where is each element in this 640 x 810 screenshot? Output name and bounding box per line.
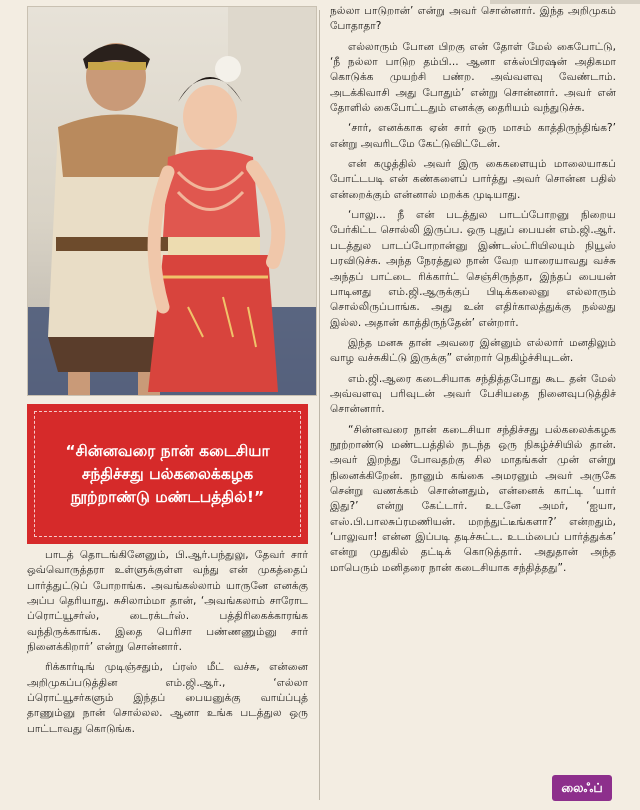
paragraph: ரிக்கார்டிங் முடிஞ்சதும், ப்ரஸ் மீட் வச்சு, என்னை அறிமுகப்படுத்தின எம்.ஜி.ஆர்., ‘எல்லா ப்ரொட்யூசர்களும் இந்தப் பையனுக்கு வாய்ப்புத் தாணும்னு நான் சொல்லல. ஆனா உங்க படத்துல ஒரு பாட்டாவது கொடுங்க. (27, 661, 308, 735)
paragraph: ‘பாலு... நீ என் படத்துல பாடப்போறனு நிறைய பேர்கிட்ட சொல்லி இருப்ப. ஒரு புதுப் பையன் எம்.ஜி.ஆர். படத்துல பாடப்போறான்னு இண்டஸ்ட்ரியிலயும் நியூஸ் பரவிடுச்சு. அந்த நேரத்துல நான் வேற யாரையாவது வச்சு அந்தப் பாட்டை ரிக்கார்ட் செஞ்சிருந்தா, இந்தப் பையன் பாடினது எம்.ஜி.ஆருக்குப் பிடிக்கலைனு எல்லாரும் சொல்லிருப்பாங்க. அது உன் எதிர்காலத்துக்கு நல்லது இல்ல. அதான் காத்திருந்தேன்’ என்றார். (330, 209, 616, 329)
photo-illustration (28, 7, 317, 396)
paragraph: எல்லாரும் போன பிறகு என் தோள் மேல் கைபோட்டு, ‘நீ நல்லா பாடுற தம்பி... ஆனா எக்ஸ்பிரஷன் அதிகமா கொடுக்க முயற்சி பண்ற. அவ்வளவு வேண்டாம். அடக்கிவாசி அது போதும்’ என்று சொன்னார். அவர் என் தோளில் கைபோட்டதும் எனக்கு தைரியம் வந்துடுச்சு. (330, 40, 616, 115)
paragraph: பாடத் தொடங்கினேனும், பி.ஆர்.பந்துலு, தேவர் சார் ஒவ்வொருத்தரா உள்ளுக்குள்ள வந்து என் முகத்தைப் பார்த்துட்டுப் போறாங்க. அவங்கல்லாம் யாருனே எனக்கு அப்ப தெரியாது. சுசிலாம்மா தான், ‘அவங்கலாம் சாரோட ப்ரொட்யூசர்ஸ், டைரக்டர்ஸ். பத்திரிகைக்காரங்க வந்திருக்காங்க. இதை பெரிசா பண்ணணும்னு சார் நினைக்கிறார்’ என்று சொன்னார். (27, 549, 308, 654)
paragraph: நல்லா பாடுறான்’ என்று அவர் சொன்னார். இந்த அறிமுகம் போதாதா? (330, 5, 616, 33)
paragraph: என் கழுத்தில் அவர் இரு கைகளையும் மாலையாகப் போட்டபடி என் கண்களைப் பார்த்து அவர் சொன்ன பதில் என்றைக்கும் என்னால் மறக்க முடியாது. (330, 158, 616, 201)
section-tag: லைஃப் (552, 775, 612, 801)
pull-quote-text: “சின்னவரை நான் கடைசியா சந்திச்சது பல்கலைக்கழக நூற்றாண்டு மண்டபத்தில்!” (34, 411, 301, 537)
film-still-photo (27, 6, 317, 396)
paragraph: இந்த மனசு தான் அவரை இன்னும் எல்லார் மனதிலும் வாழ வச்சுகிட்டு இருக்கு” என்றார் நெகிழ்ச்சியுடன். (330, 336, 616, 365)
paragraph: எம்.ஜி.ஆரை கடைசியாக சந்தித்தபோது கூட தன் மேல் அவ்வளவு பரிவுடன் அவர் பேசியதை நினைவுபடுத்திச் சொன்னார். (330, 372, 616, 416)
pull-quote-box (27, 404, 308, 544)
left-text-column (27, 548, 308, 742)
right-text-column (330, 4, 616, 581)
column-divider (319, 10, 320, 800)
paragraph: “சின்னவரை நான் கடைசியா சந்திச்சது பல்கலைக்கழக நூற்றாண்டு மண்டபத்தில் நடந்த ஒரு நிகழ்ச்சியில் தான். அவர் இறந்து போவதற்கு சில மாதங்கள் முன் என்று நினைக்கிறேன். நானும் கங்கை அமரனும் அவர் அருகே சென்று வணக்கம் சொன்னதும், என்னைக் காட்டி ‘யார் இது?’ என்று கேட்டார். உடனே அமர், ‘ஐயா, எஸ்.பி.பாலசுப்ரமணியன். மறந்துட்டீங்களா?’ என்றதும், ‘பாலுவா! என்ன இப்படி தடிச்சுட்ட. உடம்பைப் பார்த்துக்க’ என்று முதுகில் தட்டிக் கொடுத்தார். அதுதான் அந்த மாபெரும் மனிதரை நான் கடைசியாக சந்தித்தது”. (330, 423, 616, 574)
paragraph: ‘சார், எனக்காக ஏன் சார் ஒரு மாசம் காத்திருந்திங்க?’ என்று அவரிடமே கேட்டுவிட்டேன். (330, 122, 616, 150)
